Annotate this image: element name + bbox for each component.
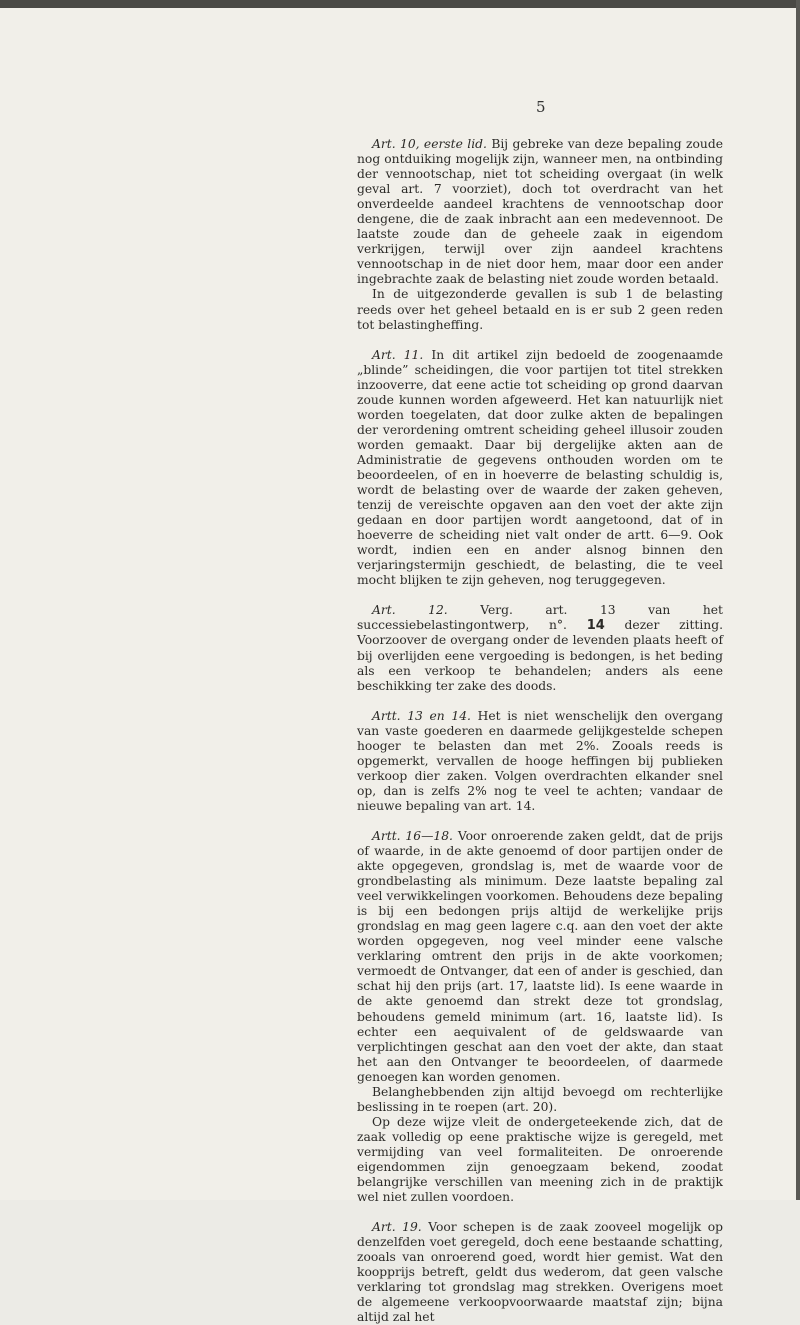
paragraph-text: dezer zitting. Voorzoover de overgang onder de levenden plaats heeft of bij overlijden eene vergoeding is bedongen, is het beding als een verkoop te behandelen; anders als eene beschikking ter zake des doods. bbox=[357, 618, 723, 693]
paragraph-interested-parties bbox=[357, 1085, 723, 1115]
paragraph-text: Op deze wijze vleit de ondergeteekende zich, dat de zaak volledig op eene praktische wijze is geregeld, met vermijding van veel formaliteiten. De onroerende eigendommen zijn genoegzaam bekend, zoodat belangrijke verschillen van meening zich in de praktijk wel niet zullen voordoen. bbox=[357, 1114, 723, 1205]
scan-border-top bbox=[0, 0, 800, 8]
document-page bbox=[0, 8, 796, 1325]
article-reference: Art. 11. bbox=[372, 347, 424, 362]
paragraph-exceptions bbox=[357, 287, 723, 332]
paragraph-art-13-14 bbox=[357, 709, 723, 814]
scan-border-right bbox=[796, 0, 800, 1200]
paragraph-art-16-18 bbox=[357, 829, 723, 1085]
page-number: 5 bbox=[536, 98, 546, 116]
paragraph-art-12 bbox=[357, 603, 723, 693]
paragraph-text: Verg. art. 13 van het successiebelastingontwerp, n°. bbox=[357, 603, 723, 633]
paragraph-text: Het is niet wenschelijk den overgang van vaste goederen en daarmede gelijkgestelde schepen hooger te belasten dan met 2%. Zooals reeds is opgemerkt, vervallen de hooge heffingen bij publieken verkoop dier zaken. Volgen overdrachten elkander snel op, dan is zelfs 2% nog te veel te achten; vandaar de nieuwe bepaling van art. 14. bbox=[357, 708, 724, 813]
article-reference: Artt. 16—18. bbox=[372, 828, 453, 843]
article-reference: Artt. 13 en 14. bbox=[372, 708, 471, 723]
body-text bbox=[357, 137, 723, 1325]
paragraph-practical bbox=[357, 1115, 723, 1205]
article-reference: Art. 12. bbox=[372, 603, 448, 618]
article-reference: Art. 10, eerste lid. bbox=[372, 137, 487, 151]
paragraph-text: Voor schepen is de zaak zooveel mogelijk op denzelfden voet geregeld, doch eene bestaande schatting, zooals van onroerend goed, wordt hier gemist. Wat den koopprijs betreft, geldt dus wederom, dat geen valsche verklaring tot grondslag mag strekken. Overigens moet de algemeene verkoopvoorwaarde maatstaf zijn; bijna altijd zal het bbox=[357, 1220, 723, 1325]
paragraph-text: Voor onroerende zaken geldt, dat de prijs of waarde, in de akte genoemd of door partijen onder de akte opgegeven, grondslag is, met de waarde voor de grondbelasting als minimum. Deze laatste bepaling zal veel verwikkelingen voorkomen. Behoudens deze bepaling is bij een bedongen prijs altijd de werkelijke prijs grondslag en mag geen lagere c.q. aan den voet der akte worden opgegeven, nog veel minder eene valsche verklaring omtrent den prijs in de akte voorkomen; vermoedt de Ontvanger, dat een of ander is geschied, dan schat hij den prijs (art. 17, laatste lid). Is eene waarde in de akte genoemd dan strekt deze tot grondslag, behoudens gemeld minimum (art. 16, laatste lid). Is echter een aequivalent of de geldswaarde van verplichtingen geschat aan den voet der akte, dan staat het aan den Ontvanger te beoordeelen, of daarmede genoegen kan worden genomen. bbox=[357, 828, 723, 1084]
paragraph-art-11 bbox=[357, 348, 723, 589]
paragraph-art-19 bbox=[357, 1220, 723, 1325]
paragraph-text: In de uitgezonderde gevallen is sub 1 de belasting reeds over het geheel betaald en is er sub 2 geen reden tot belastingheffing. bbox=[357, 287, 723, 332]
article-reference: Art. 19. bbox=[372, 1220, 422, 1235]
paragraph-art-10 bbox=[357, 137, 723, 287]
paragraph-text: In dit artikel zijn bedoeld de zoogenaamde „blinde” scheidingen, die voor partijen tot titel strekken inzooverre, dat eene actie tot scheiding op grond daarvan zoude kunnen worden afgeweerd. Het kan natuurlijk niet worden toegelaten, dat door zulke akten de bepalingen der verordening omtrent scheiding geheel illusoir zouden worden gemaakt. Daar bij dergelijke akten aan de Administratie de gegevens onthouden worden om te beoordeelen, of en in hoeverre de belasting schuldig is, wordt de belasting over de waarde der zaken geheven, tenzij de vereischte opgaven aan den voet der akte zijn gedaan en door partijen wordt aangetoond, dat of in hoeverre de scheiding niet valt onder de artt. 6—9. Ook wordt, indien een en ander alsnog binnen den verjaringstermijn geschiedt, de belasting, die te veel mocht blijken te zijn geheven, nog teruggegeven. bbox=[357, 347, 723, 588]
session-number: 14 bbox=[586, 618, 605, 634]
paragraph-text: Bij gebreke van deze bepaling zoude nog ontduiking mogelijk zijn, wanneer men, na ontbinding der vennootschap, niet tot scheiding overgaat (in welk geval art. 7 voorziet), doch tot overdracht van het onverdeelde aandeel krachtens de vennootschap door dengene, die de zaak inbracht aan een medevennoot. De laatste zoude dan de geheele zaak in eigendom verkrijgen, terwijl over zijn aandeel krachtens vennootschap in de niet door hem, maar door een ander ingebrachte zaak de belasting niet zoude worden betaald. bbox=[357, 137, 723, 287]
paragraph-text: Belanghebbenden zijn altijd bevoegd om rechterlijke beslissing in te roepen (art. 20). bbox=[357, 1084, 723, 1114]
